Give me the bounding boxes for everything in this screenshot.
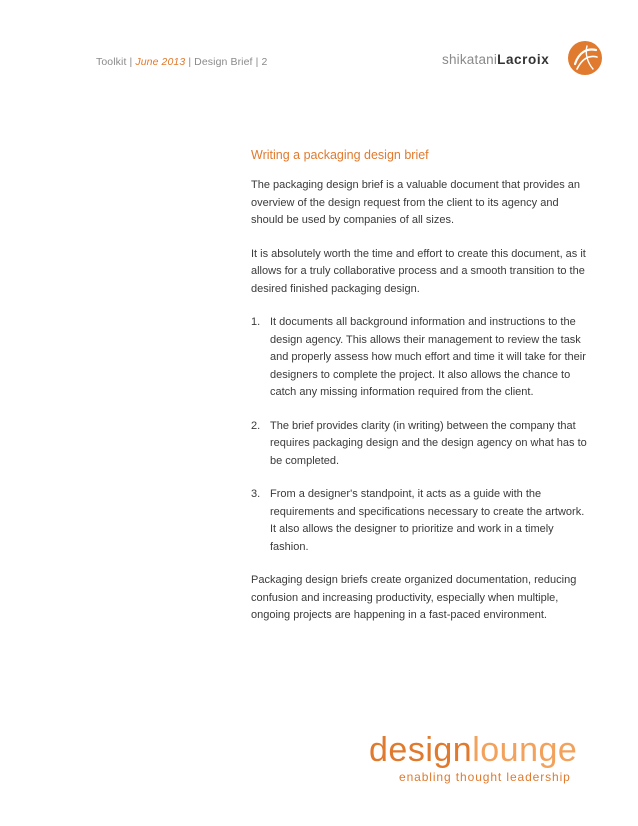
footer-brand-part1: design [369, 731, 473, 769]
brand-name-part2: Lacroix [497, 52, 550, 67]
separator: | [126, 56, 136, 68]
value-paragraph: It is absolutely worth the time and effort to create this document, as it allows for a truly collaborative process and a smooth transition to the desired finished packaging design. [251, 247, 586, 295]
list-number: 3. [251, 488, 261, 500]
list-number: 1. [251, 316, 261, 328]
list-text: From a designer's standpoint, it acts as a guide with the requirements and specifications necessary to create the artwork. It also allows the designer to prioritize and work in a timely fashion. [270, 488, 585, 553]
list-item [251, 418, 591, 471]
list-text: The brief provides clarity (in writing) between the company that requires packaging design and the design agency on what has to be completed. [270, 419, 587, 467]
date-label: June 2013 [135, 56, 186, 68]
footer-tagline: enabling thought leadership [399, 770, 571, 784]
list-text: It documents all background information and instructions to the design agency. This allows their management to review the task and properly assess how much effort and time it will take for their designers to complete the project. It also allows the chance to catch any missing information required from the client. [270, 316, 586, 398]
list-item [251, 486, 591, 556]
page-number: 2 [261, 56, 268, 68]
header-meta [96, 56, 267, 68]
intro-paragraph: The packaging design brief is a valuable document that provides an overview of the design request from the client to its agency and should be used by companies of all sizes. [251, 179, 580, 226]
brand-name-part1: shikatani [442, 52, 498, 67]
section-label: Design Brief [194, 56, 253, 68]
list-number: 2. [251, 419, 261, 432]
article-body [251, 148, 591, 641]
closing-paragraph: Packaging design briefs create organized documentation, reducing confusion and increasing productivity, especially when multiple, ongoing projects are happening in a fast-paced environment. [251, 574, 577, 621]
separator: | [252, 56, 262, 68]
footer-brand-part2: lounge [472, 731, 578, 769]
swirl-logo-icon [565, 38, 605, 78]
separator: | [185, 56, 195, 68]
brand-logotype [442, 52, 549, 67]
toolkit-label: Toolkit [96, 56, 127, 68]
list-item [251, 314, 591, 402]
benefits-list [251, 314, 591, 556]
article-title: Writing a packaging design brief [251, 148, 429, 162]
footer-logotype [369, 732, 577, 768]
